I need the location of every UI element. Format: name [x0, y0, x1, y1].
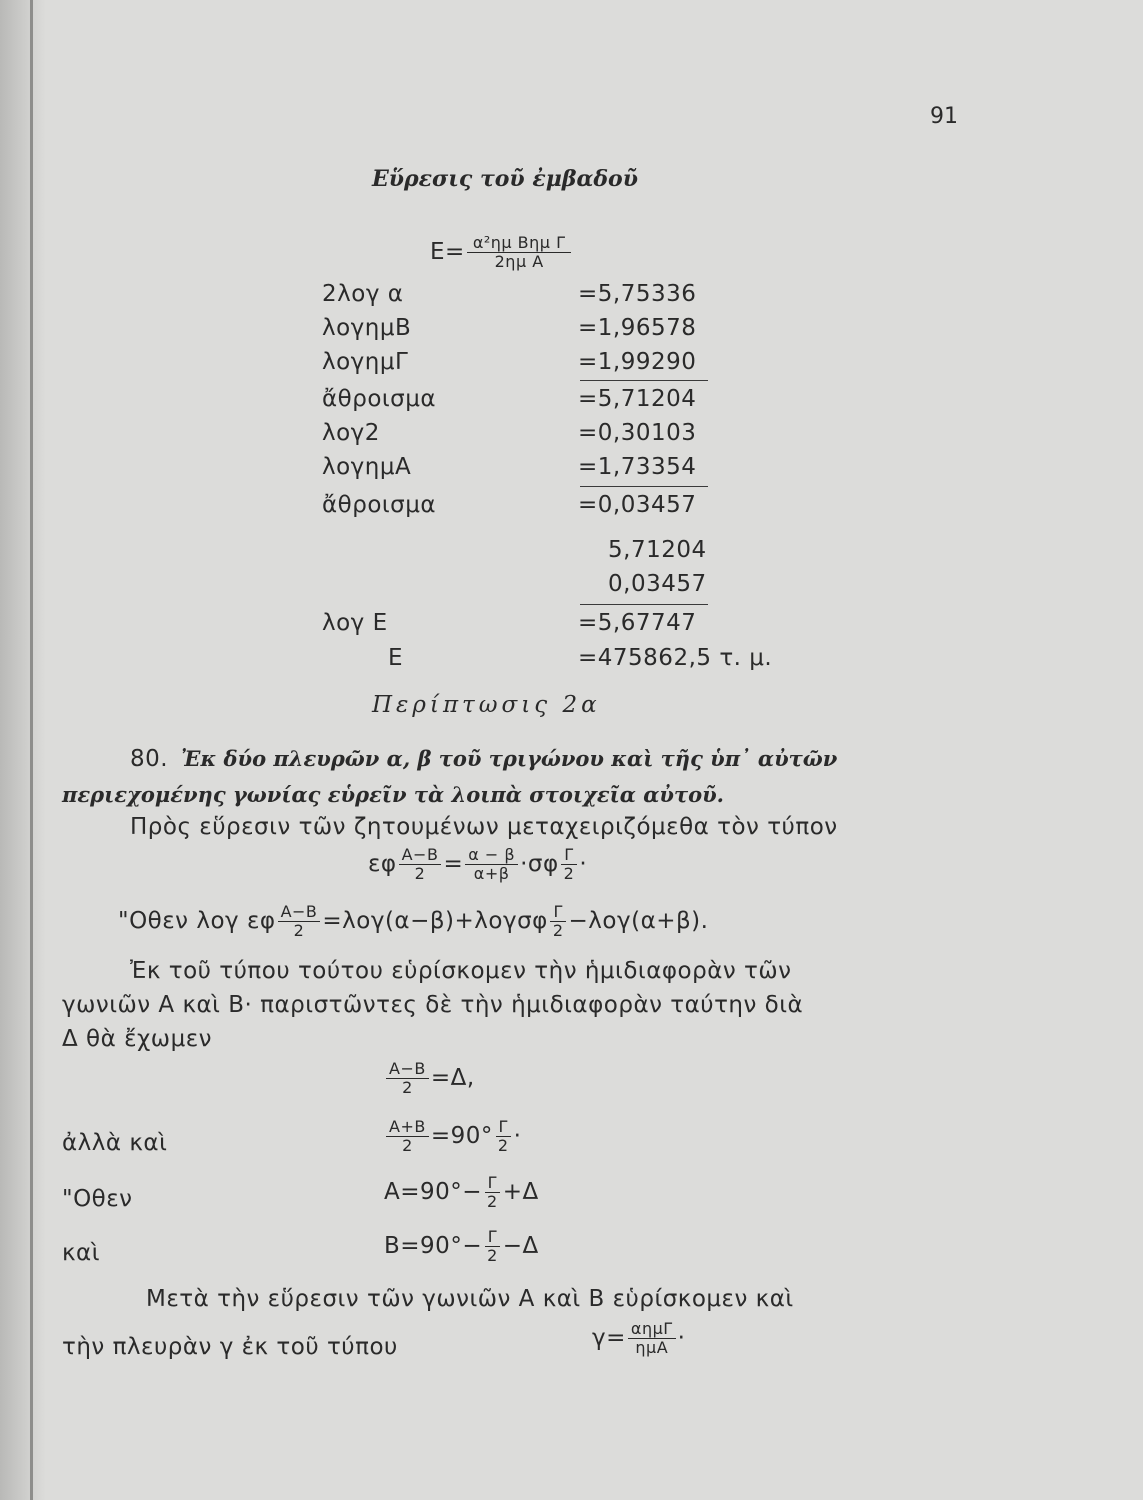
fraction-denominator: 2: [563, 864, 575, 883]
theorem-line-2: περιεχομένης γωνίας εὑρεῖν τὰ λοιπὰ στοιχεῖα αὐτοῦ.: [62, 782, 724, 807]
subtraction-bottom: 0,03457: [608, 571, 707, 597]
fraction-numerator: A+B: [386, 1118, 429, 1137]
fraction: [278, 903, 321, 940]
paragraph-line: γωνιῶν A καὶ B· παριστῶντες δὲ τὴν ἡμιδιαφορὰν ταύτην διὰ: [62, 992, 804, 1018]
paragraph-line: τὴν πλευρὰν γ ἐκ τοῦ τύπου: [62, 1334, 398, 1360]
fraction: [561, 846, 578, 883]
log-row-label: 2λογ α: [322, 281, 404, 307]
result-value: =475862,5 τ. μ.: [578, 645, 773, 671]
fraction-denominator: ημA: [635, 1338, 669, 1357]
fraction-numerator: αημΓ: [628, 1320, 676, 1339]
fraction-numerator: α − β: [465, 846, 518, 865]
fraction-numerator: A−B: [399, 846, 442, 865]
log-row-label: ἄθροισμα: [322, 492, 437, 518]
area-formula: [430, 234, 573, 271]
result-label: E: [388, 645, 404, 671]
result-label: λογ E: [322, 610, 388, 636]
log-row-label: λογημA: [322, 454, 412, 480]
formula-text: γ=: [592, 1325, 626, 1351]
fraction-denominator: 2: [402, 1136, 413, 1155]
fraction: [550, 903, 567, 940]
book-binding-shadow: [0, 0, 46, 1500]
area-formula-fraction: [467, 234, 572, 271]
side-formula: [592, 1320, 685, 1357]
fraction: [628, 1320, 676, 1357]
formula-text: =90°: [430, 1123, 493, 1149]
equation-angle-a: [384, 1174, 539, 1211]
fraction-denominator: 2: [414, 864, 426, 883]
equation-label: καὶ: [62, 1240, 100, 1266]
case-heading: Περίπτωσις 2α: [372, 692, 601, 718]
formula-text: =Δ,: [430, 1065, 475, 1091]
result-value: =5,67747: [578, 610, 697, 636]
log-row-value: =1,96578: [578, 315, 697, 341]
formula-text: ·σφ: [520, 851, 559, 877]
log-row-value: =5,71204: [578, 386, 697, 412]
fraction: [386, 1060, 429, 1097]
fraction-numerator: Γ: [485, 1174, 500, 1193]
log-row-value: =1,99290: [578, 349, 697, 375]
fraction-denominator: 2: [497, 1136, 509, 1155]
fraction: [465, 846, 518, 883]
log-row-label: λογημΓ: [322, 349, 409, 375]
log-row-value: =0,30103: [578, 420, 697, 446]
fraction-denominator: 2: [487, 1246, 498, 1265]
formula-text: =: [443, 851, 464, 877]
section-title: Εὕρεσις τοῦ ἐμβαδοῦ: [372, 166, 638, 192]
fraction: [386, 1118, 429, 1155]
fraction-numerator: A−B: [386, 1060, 429, 1079]
sum-rule: [580, 486, 708, 487]
fraction-denominator: 2: [552, 921, 564, 940]
fraction-denominator: 2: [293, 921, 305, 940]
fraction-denominator: α+β: [473, 864, 510, 883]
page-number: 91: [930, 104, 958, 129]
area-formula-lhs: E=: [430, 239, 465, 265]
equation-label: ἀλλὰ καὶ: [62, 1130, 168, 1156]
fraction-denominator: 2: [402, 1078, 413, 1097]
fraction: [484, 1174, 501, 1211]
subtraction-top: 5,71204: [608, 537, 707, 563]
formula-text: −Δ: [502, 1233, 539, 1259]
fraction-numerator: Γ: [561, 846, 576, 865]
tangent-formula: [368, 846, 587, 883]
sum-rule: [580, 380, 708, 381]
fraction-numerator: Γ: [485, 1228, 500, 1247]
formula-text: +Δ: [502, 1179, 539, 1205]
formula-text: B=90°−: [384, 1233, 483, 1259]
equation-angle-b: [384, 1228, 539, 1265]
log-row-label: λογημB: [322, 315, 412, 341]
area-formula-numerator: α²ημ Bημ Γ: [467, 234, 572, 253]
fraction: [495, 1118, 512, 1155]
formula-text: −λογ(α+β).: [568, 908, 709, 934]
formula-text: ·: [579, 851, 588, 877]
fraction: [399, 846, 442, 883]
theorem-line-1: [130, 746, 837, 772]
formula-text: "Οθεν λογ εφ: [118, 908, 276, 934]
theorem-number: 80.: [130, 746, 169, 772]
area-formula-denominator: 2ημ A: [494, 252, 544, 271]
equation-half-difference: [384, 1060, 475, 1097]
equation-label: "Οθεν: [62, 1186, 133, 1212]
paragraph-line: Δ θὰ ἔχωμεν: [62, 1026, 212, 1052]
theorem-text: Ἐκ δύο πλευρῶν α, β τοῦ τριγώνου καὶ τῆς ὑπ᾽ αὐτῶν: [181, 746, 838, 771]
paragraph-line: Πρὸς εὕρεσιν τῶν ζητουμένων μεταχειριζόμεθα τὸν τύπον: [130, 814, 838, 840]
difference-rule: [580, 604, 708, 605]
fraction-denominator: 2: [487, 1192, 498, 1211]
fraction-numerator: Γ: [496, 1118, 511, 1137]
log-row-value: =1,73354: [578, 454, 697, 480]
equation-half-sum: [384, 1118, 521, 1155]
formula-text: =λογ(α−β)+λογσφ: [322, 908, 548, 934]
paragraph-line: Ἐκ τοῦ τύπου τούτου εὑρίσκομεν τὴν ἡμιδιαφορὰν τῶν: [130, 958, 792, 984]
formula-text: A=90°−: [384, 1179, 483, 1205]
formula-text: ·: [513, 1123, 522, 1149]
log-row-value: =5,75336: [578, 281, 697, 307]
fraction-numerator: A−B: [278, 903, 321, 922]
paragraph-line: Μετὰ τὴν εὕρεσιν τῶν γωνιῶν A καὶ B εὑρίσκομεν καὶ: [146, 1286, 794, 1312]
log-row-value: =0,03457: [578, 492, 697, 518]
binding-edge: [30, 0, 33, 1500]
log-row-label: ἄθροισμα: [322, 386, 437, 412]
log-row-label: λογ2: [322, 420, 380, 446]
log-tangent-formula: [118, 903, 708, 940]
formula-text: εφ: [368, 851, 397, 877]
fraction: [484, 1228, 501, 1265]
fraction-numerator: Γ: [550, 903, 565, 922]
formula-text: ·: [677, 1325, 686, 1351]
